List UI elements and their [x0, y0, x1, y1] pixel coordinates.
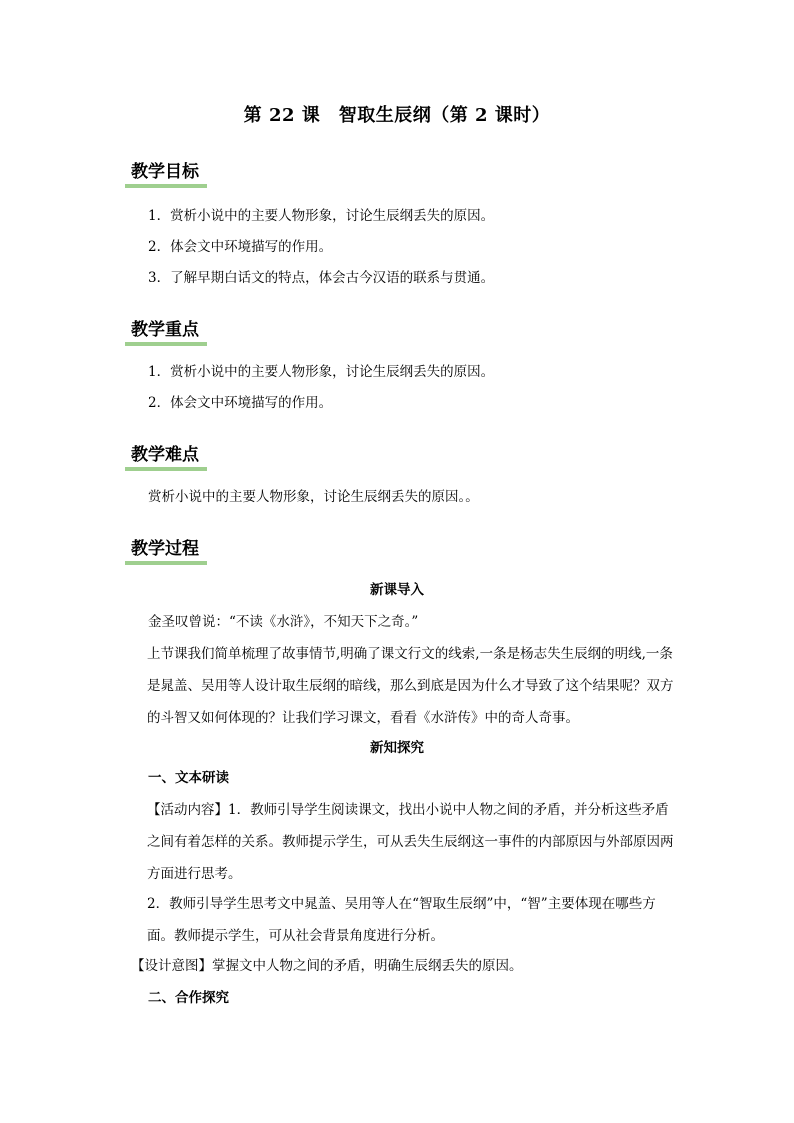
activity2-paragraph	[120, 888, 676, 952]
heading-difficulties	[125, 443, 207, 469]
key-point-item: 2．体会文中环境描写的作用。	[148, 395, 333, 411]
heading-objectives	[125, 160, 207, 186]
activity1-text: 【活动内容】1．教师引导学生阅读课文，找出小说中人物之间的矛盾，并分析这些矛盾之间有着怎样的关系。教师提示学生，可从丢失生辰纲这一事件的内部原因与外部原因两方面进行思考。	[147, 802, 674, 882]
heading-key-points-text: 教学重点	[131, 320, 199, 340]
heading-underline	[125, 184, 207, 188]
explore-title: 新知探究	[370, 740, 424, 756]
heading-underline	[125, 467, 207, 471]
objective-item: 1．赏析小说中的主要人物形象，讨论生辰纲丢失的原因。	[148, 208, 495, 224]
heading-process-text: 教学过程	[131, 539, 199, 559]
intro-paragraph-text: 上节课我们简单梳理了故事情节,明确了课文行文的线索,一条是杨志失生辰纲的明线,一条是晁盖、吴用等人设计取生辰纲的暗线，那么到底是因为什么才导致了这个结果呢？双方的斗智又如何体现的？让我们学习课文，看看《水浒传》中的奇人奇事。	[147, 646, 674, 726]
heading-underline	[125, 561, 207, 565]
objective-item: 3．了解早期白话文的特点，体会古今汉语的联系与贯通。	[148, 270, 495, 286]
activity1-paragraph	[120, 794, 676, 890]
heading-difficulties-text: 教学难点	[131, 445, 199, 465]
activity2-text: 2．教师引导学生思考文中晁盖、吴用等人在“智取生辰纲”中，“智”主要体现在哪些方面。教师提示学生，可从社会背景角度进行分析。	[147, 896, 656, 944]
quote-line: 金圣叹曾说：“不读《水浒》，不知天下之奇。”	[148, 614, 419, 630]
intro-paragraph	[120, 638, 676, 734]
intro-title: 新课导入	[370, 582, 424, 598]
lesson-title: 第 22 课 智取生辰纲（第 2 课时）	[243, 105, 551, 126]
difficulty-text: 赏析小说中的主要人物形象，讨论生辰纲丢失的原因。。	[148, 489, 479, 505]
heading-key-points	[125, 318, 207, 344]
part1-heading: 一、文本研读	[148, 770, 229, 786]
heading-process	[125, 537, 207, 563]
heading-objectives-text: 教学目标	[131, 162, 199, 182]
heading-underline	[125, 342, 207, 346]
part2-heading: 二、合作探究	[148, 990, 229, 1006]
objective-item: 2．体会文中环境描写的作用。	[148, 239, 333, 255]
design-intent: 【设计意图】掌握文中人物之间的矛盾，明确生辰纲丢失的原因。	[131, 958, 523, 974]
key-point-item: 1．赏析小说中的主要人物形象，讨论生辰纲丢失的原因。	[148, 364, 495, 380]
